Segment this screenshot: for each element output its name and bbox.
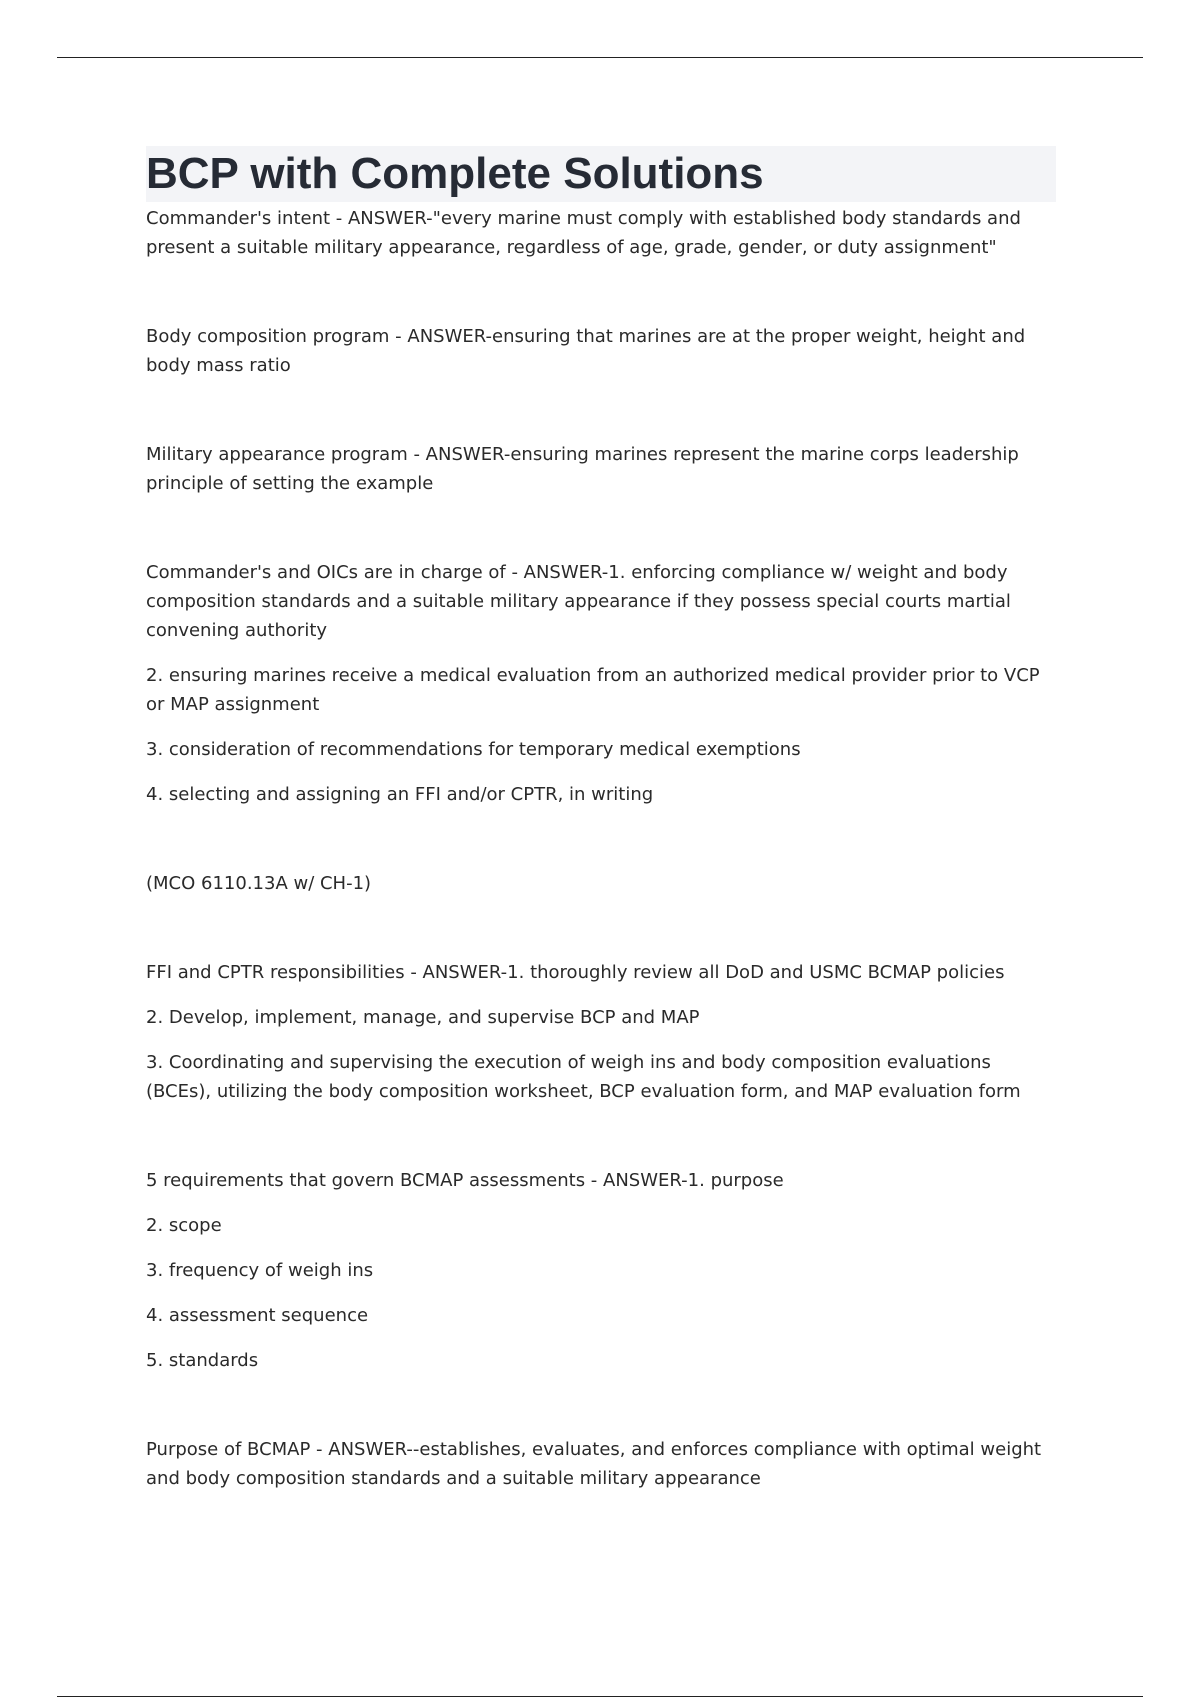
qa-military-appearance-program: Military appearance program - ANSWER-ensuring marines represent the marine corps leadership principle of setting the example [146,444,1019,494]
title-bar [146,146,1056,202]
list-item: 3. Coordinating and supervising the execution of weigh ins and body composition evaluations (BCEs), utilizing the body composition worksheet, BCP evaluation form, and MAP evaluation form [146,1052,1021,1102]
list-item: 4. selecting and assigning an FFI and/or CPTR, in writing [146,784,654,805]
document-title: BCP with Complete Solutions [146,149,764,198]
qa-bcmap-requirements: 5 requirements that govern BCMAP assessments - ANSWER-1. purpose [146,1170,784,1191]
qa-commanders-intent: Commander's intent - ANSWER-"every marine must comply with established body standards and present a suitable military appearance, regardless of age, grade, gender, or duty assignment" [146,208,1021,258]
list-item: 2. ensuring marines receive a medical evaluation from an authorized medical provider prior to VCP or MAP assignment [146,665,1040,715]
qa-ffi-cptr-responsibilities: FFI and CPTR responsibilities - ANSWER-1. thoroughly review all DoD and USMC BCMAP policies [146,962,1005,983]
qa-commanders-oics: Commander's and OICs are in charge of - ANSWER-1. enforcing compliance w/ weight and body composition standards and a suitable military appearance if they possess special courts martial convening authority [146,562,1011,641]
list-item: 5. standards [146,1350,259,1371]
list-item: 3. consideration of recommendations for temporary medical exemptions [146,739,801,760]
list-item: 4. assessment sequence [146,1305,369,1326]
qa-purpose-of-bcmap: Purpose of BCMAP - ANSWER--establishes, evaluates, and enforces compliance with optimal weight and body composition standards and a suitable military appearance [146,1439,1042,1489]
list-item: 2. scope [146,1215,222,1236]
document-body [146,146,1056,1493]
list-item: 2. Develop, implement, manage, and supervise BCP and MAP [146,1007,700,1028]
list-item: 3. frequency of weigh ins [146,1260,374,1281]
top-divider [57,57,1143,58]
bottom-divider [57,1696,1143,1697]
reference-citation: (MCO 6110.13A w/ CH-1) [146,873,372,894]
qa-body-composition-program: Body composition program - ANSWER-ensuring that marines are at the proper weight, height and body mass ratio [146,326,1026,376]
